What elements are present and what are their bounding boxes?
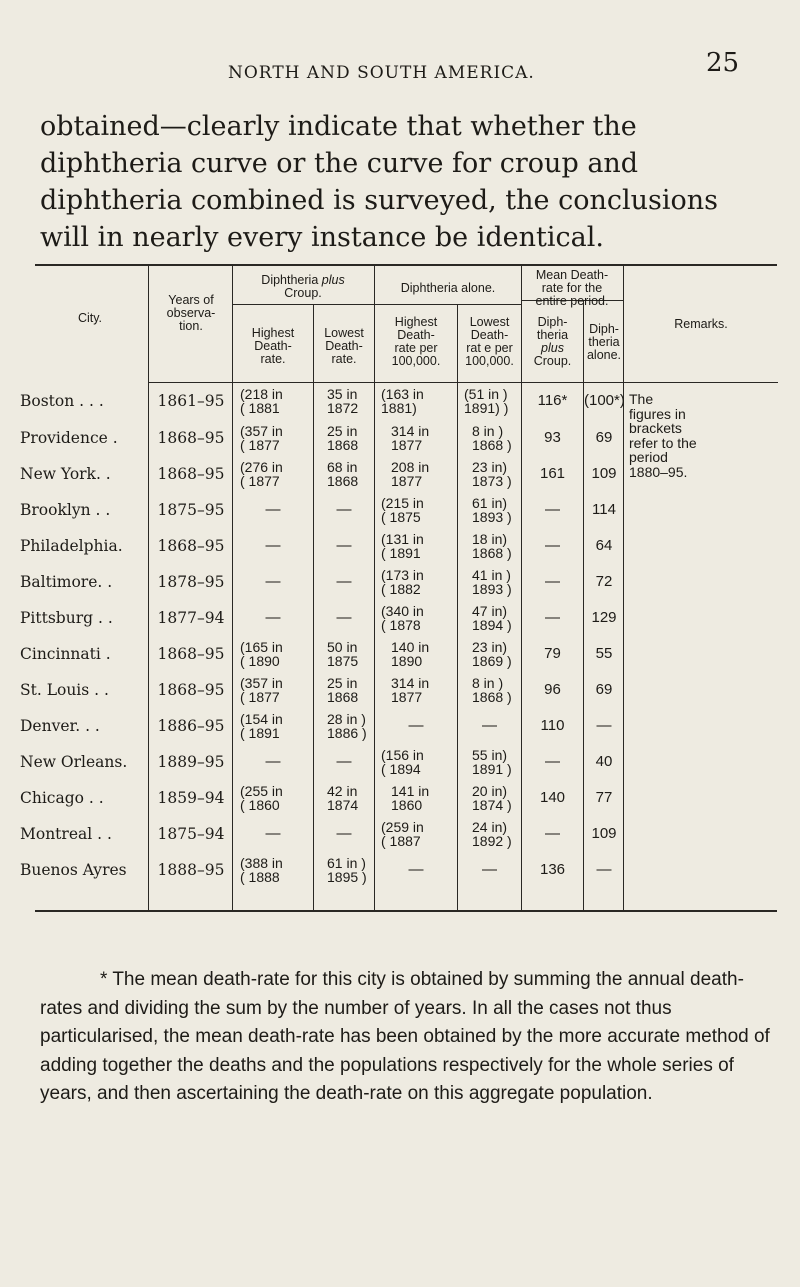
cell-lowest-combined: — bbox=[336, 753, 352, 770]
city-name: Philadelphia. bbox=[20, 537, 123, 555]
cell-lowest-combined: 61 in ) 1895 ) bbox=[327, 855, 367, 885]
years-observed: 1868–95 bbox=[157, 645, 225, 663]
cell-highest-combined: (357 in ( 1877 bbox=[240, 675, 283, 705]
header-years-label: Years of bbox=[168, 293, 214, 307]
city-name: Buenos Ayres bbox=[20, 861, 127, 879]
header-word: Highest bbox=[251, 326, 295, 340]
cell-highest-alone: 314 in 1877 bbox=[391, 675, 430, 705]
header-years-label: observa- bbox=[166, 306, 216, 320]
header-mean-alone bbox=[584, 323, 624, 362]
cell-lowest-alone: 20 in) 1874 ) bbox=[472, 783, 512, 813]
header-word: 100,000. bbox=[465, 354, 514, 368]
years-observed: 1875–95 bbox=[157, 501, 225, 519]
city-name: Boston . . . bbox=[20, 392, 104, 410]
cell-lowest-combined: — bbox=[336, 609, 352, 626]
cell-highest-combined: (255 in ( 1860 bbox=[240, 783, 283, 813]
cell-mean-alone: 109 bbox=[591, 465, 617, 482]
cell-highest-alone: (215 in ( 1875 bbox=[381, 495, 424, 525]
cell-mean-alone: — bbox=[596, 717, 612, 734]
city-name: Baltimore. . bbox=[20, 573, 113, 591]
cell-highest-alone: 208 in 1877 bbox=[391, 459, 430, 489]
cell-mean-alone: (100*) bbox=[584, 392, 625, 409]
cell-lowest-combined: 68 in 1868 bbox=[327, 459, 359, 489]
cell-lowest-combined: 25 in 1868 bbox=[327, 675, 359, 705]
cell-lowest-alone: (51 in ) 1891) ) bbox=[464, 386, 509, 416]
city-name: Chicago . . bbox=[20, 789, 104, 807]
cell-mean-alone: 40 bbox=[595, 753, 613, 770]
cell-highest-alone: (131 in ( 1891 bbox=[381, 531, 424, 561]
cell-lowest-alone: 23 in) 1873 ) bbox=[472, 459, 512, 489]
cell-lowest-combined: 25 in 1868 bbox=[327, 423, 359, 453]
cell-lowest-alone: 55 in) 1891 ) bbox=[472, 747, 512, 777]
header-word: Lowest bbox=[469, 315, 510, 329]
city-name: Pittsburg . . bbox=[20, 609, 113, 627]
cell-lowest-combined: — bbox=[336, 501, 352, 518]
cell-highest-alone: (156 in ( 1894 bbox=[381, 747, 424, 777]
header-years bbox=[152, 294, 230, 333]
cell-lowest-alone: 8 in ) 1868 ) bbox=[472, 423, 512, 453]
cell-highest-combined: (165 in ( 1890 bbox=[240, 639, 283, 669]
years-observed: 1878–95 bbox=[157, 573, 225, 591]
header-word: Death- bbox=[325, 339, 363, 353]
cell-mean-alone: — bbox=[596, 861, 612, 878]
header-word: 100,000. bbox=[391, 354, 441, 368]
cell-lowest-alone: 41 in ) 1893 ) bbox=[472, 567, 512, 597]
cell-mean-combined: 161 bbox=[539, 465, 566, 482]
col-divider bbox=[232, 266, 233, 911]
years-observed: 1888–95 bbox=[157, 861, 225, 879]
header-word: Death- bbox=[470, 328, 509, 342]
header-word: rat e per bbox=[466, 341, 513, 355]
header-word-plus: plus bbox=[541, 341, 564, 355]
cell-mean-alone: 77 bbox=[595, 789, 613, 806]
cell-mean-combined: 96 bbox=[544, 681, 561, 698]
header-mean bbox=[522, 269, 622, 308]
header-word: Croup. bbox=[533, 354, 572, 368]
col-divider bbox=[148, 266, 149, 911]
cell-highest-combined: (154 in ( 1891 bbox=[240, 711, 283, 741]
header-word-plus: plus bbox=[321, 273, 345, 287]
footnote: * The mean death-rate for this city is obtained by summing the annual death-rates and dividing the sum by the number of years. In all the cases not thus particularised, the mean death-rate has been obtained by the more accurate method of adding together the deaths and the populations respectively for the whole series of years, and then ascertaining the death-rate on this aggregate population. bbox=[40, 969, 770, 1104]
cell-mean-alone: 109 bbox=[591, 825, 617, 842]
header-word: rate. bbox=[260, 352, 286, 366]
cell-highest-combined: (357 in ( 1877 bbox=[240, 423, 283, 453]
years-observed: 1861–95 bbox=[157, 392, 225, 410]
cell-highest-combined: — bbox=[265, 537, 281, 554]
header-word: rate per bbox=[394, 341, 438, 355]
cell-highest-combined: — bbox=[265, 753, 281, 770]
years-observed: 1868–95 bbox=[157, 681, 225, 699]
cell-highest-alone: 314 in 1877 bbox=[391, 423, 430, 453]
cell-highest-combined: — bbox=[265, 609, 281, 626]
cell-mean-combined: 110 bbox=[540, 717, 565, 734]
intro-paragraph: obtained—clearly indicate that whether the diphtheria curve or the curve for croup and diphtheria combined is surveyed, the conclusions will in nearly every instance be identical. bbox=[40, 111, 719, 253]
header-remarks: Remarks. bbox=[674, 317, 728, 331]
cell-lowest-alone: 23 in) 1869 ) bbox=[472, 639, 512, 669]
cell-mean-combined: 93 bbox=[544, 429, 561, 446]
header-diph-plus-croup bbox=[234, 274, 372, 300]
remarks-note: The figures in brackets refer to the period 1880–95. bbox=[629, 391, 697, 480]
city-name: Denver. . . bbox=[20, 717, 100, 735]
col-divider bbox=[374, 266, 375, 911]
cell-lowest-combined: 28 in ) 1886 ) bbox=[327, 711, 367, 741]
header-word: rate. bbox=[331, 352, 357, 366]
cell-lowest-alone: — bbox=[482, 717, 497, 734]
years-observed: 1877–94 bbox=[157, 609, 225, 627]
cell-highest-combined: (218 in ( 1881 bbox=[240, 386, 283, 416]
cell-lowest-combined: — bbox=[336, 537, 352, 554]
cell-lowest-combined: — bbox=[336, 573, 352, 590]
cell-mean-combined: 140 bbox=[539, 789, 566, 806]
header-word: Highest bbox=[394, 315, 438, 329]
city-name: New York. . bbox=[20, 465, 111, 483]
cell-mean-alone: 64 bbox=[595, 537, 613, 554]
city-name: Cincinnati . bbox=[20, 645, 111, 663]
cell-highest-alone: (173 in ( 1882 bbox=[381, 567, 424, 597]
years-observed: 1889–95 bbox=[157, 753, 225, 771]
cell-highest-combined: — bbox=[265, 825, 281, 842]
city-name: Providence . bbox=[20, 429, 118, 447]
header-word: alone. bbox=[586, 348, 622, 362]
cell-mean-alone: 69 bbox=[595, 429, 613, 446]
years-observed: 1859–94 bbox=[157, 789, 225, 807]
col-divider bbox=[457, 305, 458, 911]
cell-mean-combined: 116* bbox=[537, 392, 568, 409]
col-divider bbox=[313, 305, 314, 911]
header-word: Diph- bbox=[537, 315, 568, 329]
table-top-rule bbox=[35, 264, 777, 266]
header-word: Lowest bbox=[324, 326, 364, 340]
cell-highest-alone: (259 in ( 1887 bbox=[381, 819, 424, 849]
years-observed: 1868–95 bbox=[157, 537, 225, 555]
header-word: theria bbox=[536, 328, 569, 342]
header-years-label: tion. bbox=[179, 319, 203, 333]
cell-mean-combined: — bbox=[545, 825, 560, 842]
header-lowest-2 bbox=[458, 316, 521, 368]
cell-mean-combined: — bbox=[545, 753, 560, 770]
cell-highest-alone: 141 in 1860 bbox=[391, 783, 430, 813]
cell-lowest-alone: 8 in ) 1868 ) bbox=[472, 675, 512, 705]
cell-highest-alone: (340 in ( 1878 bbox=[381, 603, 424, 633]
cell-mean-combined: 136 bbox=[539, 861, 566, 878]
header-word: Croup. bbox=[284, 286, 322, 300]
header-highest-1 bbox=[234, 327, 312, 366]
cell-highest-combined: — bbox=[265, 573, 281, 590]
years-observed: 1868–95 bbox=[157, 465, 225, 483]
cell-mean-alone: 114 bbox=[592, 501, 616, 518]
header-word: Mean Death- bbox=[535, 268, 609, 282]
header-bottom-rule bbox=[148, 382, 778, 383]
header-word: rate for the bbox=[541, 281, 603, 295]
cell-mean-combined: — bbox=[545, 609, 560, 626]
header-diph-alone: Diphtheria alone. bbox=[400, 281, 496, 295]
years-observed: 1886–95 bbox=[157, 717, 225, 735]
city-name: St. Louis . . bbox=[20, 681, 109, 699]
cell-lowest-alone: 18 in) 1868 ) bbox=[472, 531, 512, 561]
header-word: entire period. bbox=[535, 294, 609, 308]
city-name: Montreal . . bbox=[20, 825, 112, 843]
cell-lowest-alone: 61 in) 1893 ) bbox=[472, 495, 512, 525]
cell-highest-alone: — bbox=[408, 717, 424, 734]
cell-lowest-combined: 42 in 1874 bbox=[327, 783, 359, 813]
header-highest-2 bbox=[376, 316, 456, 368]
cell-highest-combined: (388 in ( 1888 bbox=[240, 855, 283, 885]
header-word: Death- bbox=[397, 328, 435, 342]
page-number: 25 bbox=[706, 48, 740, 78]
table-bottom-rule bbox=[35, 910, 777, 912]
cell-lowest-combined: 35 in 1872 bbox=[327, 386, 359, 416]
header-word: theria bbox=[588, 335, 620, 349]
cell-highest-alone: (163 in 1881) bbox=[381, 386, 424, 416]
header-word: Diphtheria bbox=[261, 273, 319, 287]
header-lowest-1 bbox=[314, 327, 374, 366]
cell-mean-combined: — bbox=[545, 501, 560, 518]
cell-highest-alone: — bbox=[408, 861, 424, 878]
running-head: NORTH AND SOUTH AMERICA. bbox=[228, 63, 535, 83]
header-mean-plus-croup bbox=[522, 316, 583, 368]
cell-mean-alone: 55 bbox=[595, 645, 613, 662]
cell-mean-combined: 79 bbox=[544, 645, 561, 662]
cell-mean-alone: 129 bbox=[591, 609, 617, 626]
city-name: New Orleans. bbox=[20, 753, 128, 771]
header-city: City. bbox=[77, 311, 103, 325]
cell-lowest-alone: 24 in) 1892 ) bbox=[472, 819, 512, 849]
cell-mean-combined: — bbox=[545, 537, 560, 554]
cell-lowest-combined: — bbox=[336, 825, 352, 842]
cell-lowest-alone: — bbox=[482, 861, 497, 878]
cell-lowest-alone: 47 in) 1894 ) bbox=[472, 603, 512, 633]
header-word: Diph- bbox=[589, 322, 619, 336]
header-sub-rule bbox=[232, 304, 522, 305]
header-word: Death- bbox=[254, 339, 292, 353]
cell-mean-combined: — bbox=[545, 573, 560, 590]
cell-highest-combined: — bbox=[265, 501, 281, 518]
cell-mean-alone: 72 bbox=[595, 573, 613, 590]
years-observed: 1868–95 bbox=[157, 429, 225, 447]
cell-highest-combined: (276 in ( 1877 bbox=[240, 459, 283, 489]
city-name: Brooklyn . . bbox=[20, 501, 111, 519]
cell-highest-alone: 140 in 1890 bbox=[391, 639, 430, 669]
years-observed: 1875–94 bbox=[157, 825, 225, 843]
cell-lowest-combined: 50 in 1875 bbox=[327, 639, 359, 669]
cell-mean-alone: 69 bbox=[595, 681, 613, 698]
